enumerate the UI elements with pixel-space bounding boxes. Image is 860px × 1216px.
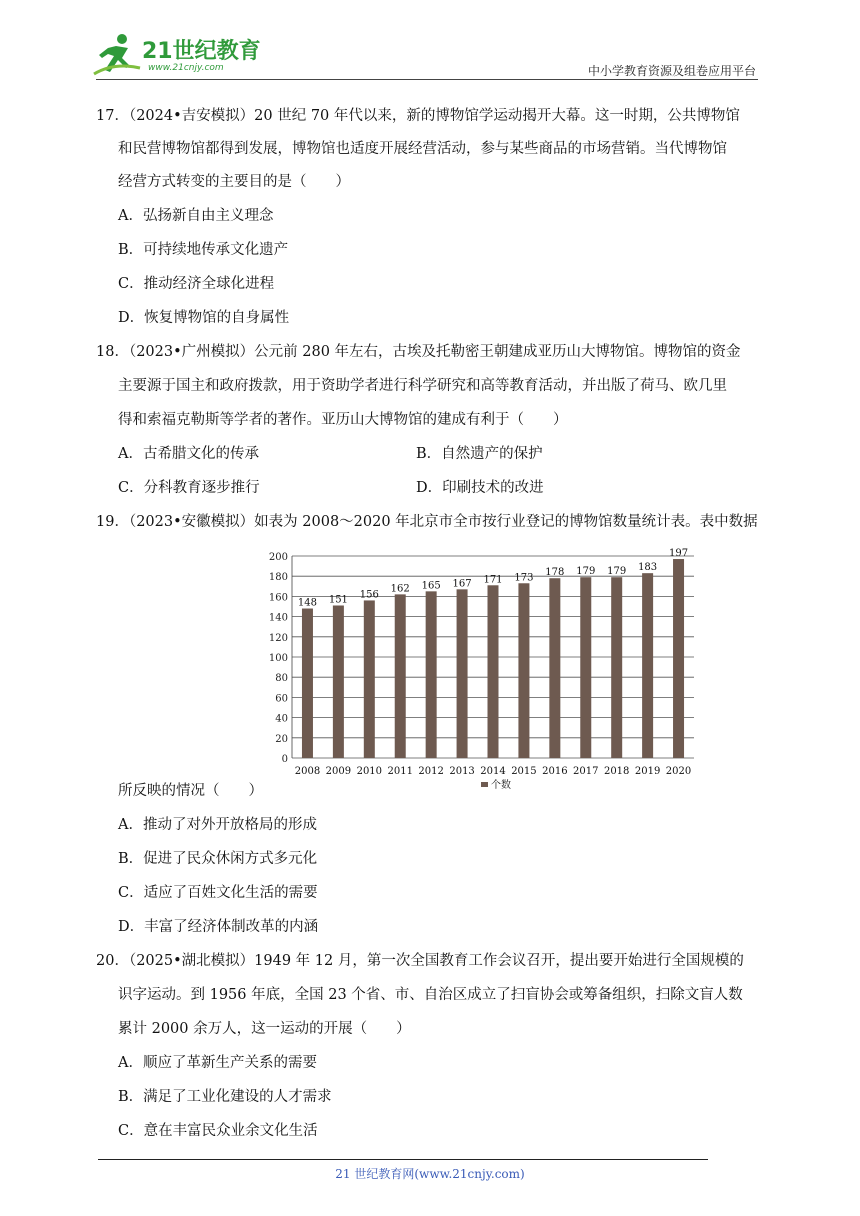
q18-line-2: 主要源于国主和政府拨款，用于资助学者进行科学研究和高等教育活动，并出版了荷马、欧几里: [118, 378, 727, 394]
y-tick-label-20: 20: [275, 733, 288, 745]
q18-line-3: 得和索福克勒斯等学者的著作。亚历山大博物馆的建成有利于（ ）: [118, 412, 568, 428]
x-tick-label-2015: 2015: [511, 766, 537, 777]
q19-option-a[interactable]: A．推动了对外开放格局的形成: [118, 817, 317, 833]
q20-option-a[interactable]: A．顺应了革新生产关系的需要: [118, 1055, 317, 1071]
runner-logo-icon: [92, 32, 142, 78]
q17-line-1: 17．（2024•吉安模拟）20 世纪 70 年代以来，新的博物馆学运动揭开大幕。这一时期，公共博物馆: [96, 108, 740, 124]
bar-2016: [549, 578, 560, 758]
bar-2012: [426, 591, 437, 758]
q17-line-3: 经营方式转变的主要目的是（ ）: [118, 174, 350, 190]
legend-label: 个数: [491, 780, 511, 791]
legend-swatch: [481, 782, 488, 787]
y-tick-label-80: 80: [275, 673, 288, 685]
q17-option-c[interactable]: C．推动经济全球化进程: [118, 276, 275, 292]
q17-option-d[interactable]: D．恢复博物馆的自身属性: [118, 310, 290, 326]
bar-2015: [518, 583, 529, 758]
q18-option-a[interactable]: A．古希腊文化的传承: [118, 446, 259, 462]
bar-2010: [364, 600, 375, 758]
q20-line-2: 识字运动。到 1956 年底，全国 23 个省、市、自治区成立了扫盲协会或筹备组织，扫除文盲人数: [118, 987, 743, 1003]
x-tick-label-2013: 2013: [449, 766, 475, 777]
data-label-2012: 165: [421, 580, 441, 592]
q18-line-1: 18．（2023•广州模拟）公元前 280 年左右，古埃及托勒密王朝建成亚历山大博物馆。博物馆的资金: [96, 344, 741, 360]
q18-option-c[interactable]: C．分科教育逐步推行: [118, 480, 260, 496]
bar-2008: [302, 609, 313, 758]
bar-2011: [395, 594, 406, 758]
site-logo[interactable]: [92, 32, 262, 80]
x-tick-label-2008: 2008: [294, 766, 321, 777]
q20-option-c[interactable]: C．意在丰富民众业余文化生活: [118, 1123, 318, 1139]
q19-option-b[interactable]: B．促进了民众休闲方式多元化: [118, 851, 318, 867]
platform-name: 中小学教育资源及组卷应用平台: [587, 64, 756, 78]
data-label-2011: 162: [390, 583, 410, 595]
bar-chart-svg: [262, 540, 702, 800]
bar-2013: [457, 589, 468, 758]
data-label-2016: 178: [545, 567, 565, 579]
y-tick-label-60: 60: [275, 693, 288, 705]
bar-2018: [611, 577, 622, 758]
q20-line-3: 累计 2000 余万人，这一运动的开展（ ）: [118, 1021, 411, 1037]
museum-count-chart: [262, 540, 702, 800]
q20-line-1: 20．（2025•湖北模拟）1949 年 12 月，第一次全国教育工作会议召开，提出要开始进行全国规模的: [96, 953, 744, 969]
q19-line-1: 19．（2023•安徽模拟）如表为 2008～2020 年北京市全市按行业登记的博物馆数量统计表。表中数据: [96, 514, 758, 530]
q19-line-2: 所反映的情况（ ）: [118, 783, 263, 799]
q19-option-d[interactable]: D．丰富了经济体制改革的内涵: [118, 919, 319, 935]
bar-2017: [580, 577, 591, 758]
y-tick-label-160: 160: [268, 592, 288, 604]
x-tick-label-2009: 2009: [325, 766, 352, 777]
q18-option-b[interactable]: B．自然遗产的保护: [416, 446, 543, 462]
header-divider: [96, 79, 758, 80]
x-tick-label-2010: 2010: [356, 766, 383, 777]
x-tick-label-2019: 2019: [634, 766, 661, 777]
data-label-2018: 179: [607, 566, 627, 578]
bar-2009: [333, 605, 344, 758]
logo-title: 21世纪教育: [142, 39, 261, 64]
y-tick-label-140: 140: [268, 612, 288, 624]
y-tick-label-0: 0: [281, 754, 288, 765]
y-tick-label-180: 180: [268, 572, 288, 584]
data-label-2014: 171: [483, 574, 503, 586]
data-label-2008: 148: [297, 597, 318, 609]
data-label-2017: 179: [576, 566, 596, 578]
q17-option-b[interactable]: B．可持续地传承文化遗产: [118, 242, 289, 258]
data-label-2019: 183: [638, 562, 658, 574]
q18-option-d[interactable]: D．印刷技术的改进: [416, 480, 544, 496]
x-tick-label-2020: 2020: [665, 766, 692, 777]
x-tick-label-2012: 2012: [418, 766, 444, 777]
data-label-2013: 167: [452, 578, 472, 590]
footer-link[interactable]: 21 世纪教育网(www.21cnjy.com): [335, 1167, 525, 1181]
x-tick-label-2018: 2018: [603, 766, 630, 777]
x-tick-label-2014: 2014: [480, 766, 506, 777]
x-tick-label-2011: 2011: [387, 766, 413, 777]
q20-option-b[interactable]: B．满足了工业化建设的人才需求: [118, 1089, 332, 1105]
y-tick-label-40: 40: [275, 713, 288, 725]
data-label-2015: 173: [514, 572, 534, 584]
logo-url: www.21cnjy.com: [148, 63, 224, 73]
y-tick-label-100: 100: [268, 653, 288, 664]
bar-2020: [673, 559, 684, 758]
y-tick-label-200: 200: [268, 552, 288, 563]
q19-option-c[interactable]: C．适应了百姓文化生活的需要: [118, 885, 318, 901]
q17-option-a[interactable]: A．弘扬新自由主义理念: [118, 208, 274, 224]
bar-2014: [488, 585, 499, 758]
bar-2019: [642, 573, 653, 758]
data-label-2009: 151: [328, 594, 348, 606]
footer-divider: [98, 1159, 708, 1160]
q17-line-2: 和民营博物馆都得到发展，博物馆也适度开展经营活动，参与某些商品的市场营销。当代博物馆: [118, 141, 727, 157]
x-tick-label-2016: 2016: [542, 766, 568, 777]
page-header: [0, 0, 860, 90]
x-tick-label-2017: 2017: [573, 766, 599, 777]
data-label-2020: 197: [668, 548, 689, 560]
y-tick-label-120: 120: [268, 632, 288, 644]
data-label-2010: 156: [359, 589, 379, 601]
